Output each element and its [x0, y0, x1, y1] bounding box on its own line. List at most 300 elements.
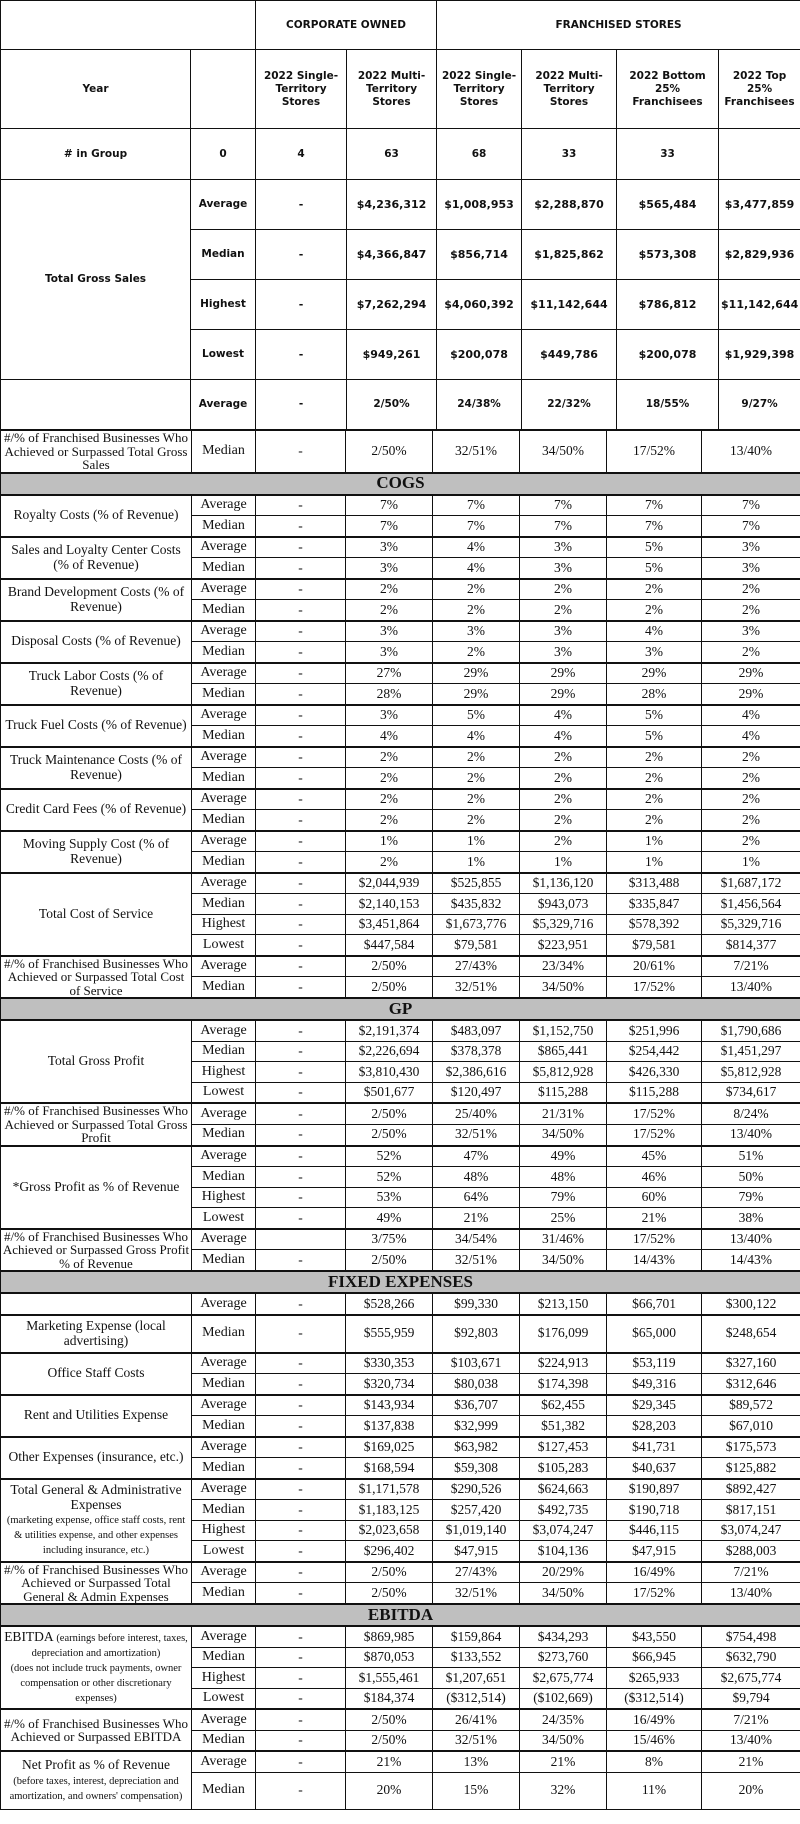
- value-cell: $1,456,564: [702, 894, 800, 915]
- value-cell: $2,023,658: [346, 1520, 433, 1541]
- value-cell: 3%: [346, 537, 433, 558]
- value-cell: 2%: [433, 810, 520, 831]
- value-cell: $184,374: [346, 1688, 433, 1709]
- value-cell: 2%: [607, 579, 702, 600]
- stat-label: Average: [192, 1103, 256, 1124]
- value-cell: 2%: [520, 600, 607, 621]
- stat-label: Median: [192, 1041, 256, 1062]
- in-group-value: 0: [191, 129, 256, 180]
- value-cell: $1,555,461: [346, 1668, 433, 1689]
- value-cell: $446,115: [607, 1520, 702, 1541]
- in-group-value: 33: [617, 129, 719, 180]
- blank-header-cell: [191, 50, 256, 129]
- stat-label: Average: [192, 956, 256, 977]
- stat-label: Median: [192, 684, 256, 705]
- value-cell: -: [256, 431, 346, 473]
- value-cell: 32/51%: [433, 1124, 520, 1145]
- value-cell: -: [256, 1772, 346, 1809]
- financial-table: [0, 430, 800, 1810]
- franchised-stores-header: FRANCHISED STORES: [437, 1, 800, 50]
- value-cell: 7/21%: [702, 956, 800, 977]
- column-header: 2022 Bottom 25% Franchisees: [617, 50, 719, 129]
- value-cell: 15%: [433, 1772, 520, 1809]
- row-label-text: Truck Fuel Costs (% of Revenue): [5, 717, 187, 733]
- gp-section-header: [1, 998, 800, 1020]
- row-label-text: #/% of Franchised Businesses Who Achieved or Surpassed Total Gross Profit: [4, 1103, 188, 1145]
- value-cell: 2/50%: [346, 977, 433, 998]
- row-label-text: #/% of Franchised Businesses Who Achieved or Surpassed Total General & Admin Expenses: [4, 1561, 188, 1604]
- value-cell: $1,008,953: [437, 180, 522, 230]
- stat-label: Median: [192, 852, 256, 873]
- value-cell: 24/38%: [437, 380, 522, 430]
- value-cell: $92,803: [433, 1315, 520, 1353]
- data-row: [1, 1751, 800, 1772]
- value-cell: $1,673,776: [433, 914, 520, 935]
- value-cell: 13/40%: [702, 431, 800, 473]
- value-cell: $125,882: [702, 1458, 800, 1479]
- value-cell: 45%: [607, 1146, 702, 1167]
- value-cell: $555,959: [346, 1315, 433, 1353]
- value-cell: -: [256, 1500, 346, 1521]
- row-label-note: (does not include truck payments, owner compensation or other discretionary expenses): [10, 1663, 182, 1704]
- value-cell: -: [256, 1187, 346, 1208]
- value-cell: 27/43%: [433, 956, 520, 977]
- data-row: [1, 747, 800, 768]
- stat-label: Average: [192, 1437, 256, 1458]
- row-label-text: Credit Card Fees (% of Revenue): [5, 801, 187, 817]
- value-cell: -: [256, 747, 346, 768]
- data-row: [1, 956, 800, 977]
- value-cell: -: [256, 1103, 346, 1124]
- row-group-label: [1, 1709, 192, 1751]
- value-cell: 28%: [607, 684, 702, 705]
- in-group-value: 63: [347, 129, 437, 180]
- value-cell: $3,810,430: [346, 1062, 433, 1083]
- value-cell: 7%: [346, 516, 433, 537]
- row-label-text: *Gross Profit as % of Revenue: [12, 1178, 180, 1194]
- value-cell: 25%: [520, 1208, 607, 1229]
- row-group-label: [1, 873, 192, 956]
- row-group-label: [1, 1353, 192, 1395]
- value-cell: 2%: [607, 810, 702, 831]
- value-cell: -: [256, 330, 347, 380]
- value-cell: -: [256, 1146, 346, 1167]
- value-cell: $47,915: [607, 1541, 702, 1562]
- value-cell: $949,261: [347, 330, 437, 380]
- value-cell: $7,262,294: [347, 280, 437, 330]
- value-cell: $734,617: [702, 1082, 800, 1103]
- stat-label: Average: [192, 1395, 256, 1416]
- value-cell: 26/41%: [433, 1709, 520, 1730]
- value-cell: -: [256, 1541, 346, 1562]
- value-cell: 8%: [607, 1751, 702, 1772]
- value-cell: 3%: [520, 558, 607, 579]
- stat-label: Average: [192, 663, 256, 684]
- value-cell: 3%: [702, 621, 800, 642]
- stat-label: Average: [192, 1353, 256, 1374]
- row-label-text: Net Profit as % of Revenue: [21, 1757, 171, 1772]
- achieved-row: [1, 431, 800, 473]
- value-cell: $1,825,862: [522, 230, 617, 280]
- value-cell: 2%: [702, 768, 800, 789]
- value-cell: 49%: [346, 1208, 433, 1229]
- value-cell: -: [256, 789, 346, 810]
- value-cell: -: [256, 1353, 346, 1374]
- value-cell: 2%: [520, 831, 607, 852]
- value-cell: $2,829,936: [719, 230, 800, 280]
- value-cell: -: [256, 935, 346, 956]
- value-cell: $300,122: [702, 1293, 800, 1315]
- value-cell: -: [256, 1562, 346, 1583]
- stat-label: Median: [192, 1167, 256, 1188]
- value-cell: $288,003: [702, 1541, 800, 1562]
- row-label-text: Marketing Expense (local advertising): [26, 1318, 166, 1348]
- section-title: EBITDA: [1, 1604, 800, 1626]
- value-cell: -: [256, 1041, 346, 1062]
- value-cell: $434,293: [520, 1626, 607, 1647]
- value-cell: 2%: [520, 768, 607, 789]
- value-cell: -: [256, 230, 347, 280]
- value-cell: 52%: [346, 1146, 433, 1167]
- value-cell: $378,378: [433, 1041, 520, 1062]
- value-cell: -: [256, 705, 346, 726]
- value-cell: -: [256, 1479, 346, 1500]
- value-cell: $4,366,847: [347, 230, 437, 280]
- stat-label: Lowest: [192, 1082, 256, 1103]
- value-cell: 13/40%: [702, 1583, 800, 1604]
- row-group-label: [1, 579, 192, 621]
- value-cell: 2%: [702, 789, 800, 810]
- value-cell: 2%: [346, 747, 433, 768]
- value-cell: 7%: [346, 495, 433, 516]
- value-cell: $856,714: [437, 230, 522, 280]
- data-row: [1, 1626, 800, 1647]
- value-cell: 2/50%: [346, 1583, 433, 1604]
- year-label: Year: [1, 50, 191, 129]
- value-cell: -: [256, 1520, 346, 1541]
- row-group-label: [1, 1020, 192, 1103]
- value-cell: 50%: [702, 1167, 800, 1188]
- value-cell: 17/52%: [607, 1124, 702, 1145]
- data-row: [1, 1293, 800, 1315]
- value-cell: -: [256, 768, 346, 789]
- stat-label: Average: [191, 380, 256, 430]
- value-cell: 2/50%: [346, 1124, 433, 1145]
- value-cell: $492,735: [520, 1500, 607, 1521]
- section-title: COGS: [1, 473, 800, 495]
- sales-row: [1, 180, 800, 230]
- value-cell: 47%: [433, 1146, 520, 1167]
- value-cell: -: [256, 1668, 346, 1689]
- value-cell: $53,119: [607, 1353, 702, 1374]
- stat-label: Average: [192, 495, 256, 516]
- value-cell: $435,832: [433, 894, 520, 915]
- value-cell: 24/35%: [520, 1709, 607, 1730]
- value-cell: 29%: [702, 663, 800, 684]
- value-cell: 7%: [520, 495, 607, 516]
- row-group-label: [1, 1751, 192, 1809]
- value-cell: 4%: [702, 705, 800, 726]
- value-cell: 13/40%: [702, 977, 800, 998]
- value-cell: 3%: [702, 537, 800, 558]
- value-cell: $3,074,247: [702, 1520, 800, 1541]
- data-row: [1, 621, 800, 642]
- value-cell: 2/50%: [347, 380, 437, 430]
- in-group-row: [1, 129, 800, 180]
- value-cell: $248,654: [702, 1315, 800, 1353]
- row-group-label: [1, 621, 192, 663]
- value-cell: 60%: [607, 1187, 702, 1208]
- value-cell: 2%: [346, 852, 433, 873]
- value-cell: -: [256, 1082, 346, 1103]
- value-cell: $5,329,716: [520, 914, 607, 935]
- value-cell: 4%: [520, 726, 607, 747]
- value-cell: 7%: [433, 516, 520, 537]
- stat-label: Lowest: [192, 1541, 256, 1562]
- value-cell: 2%: [433, 600, 520, 621]
- achieved-row: [1, 380, 800, 430]
- value-cell: 34/54%: [433, 1229, 520, 1250]
- value-cell: 4%: [433, 537, 520, 558]
- value-cell: $2,288,870: [522, 180, 617, 230]
- value-cell: 2/50%: [346, 1103, 433, 1124]
- value-cell: 2/50%: [346, 1709, 433, 1730]
- value-cell: $190,897: [607, 1479, 702, 1500]
- data-row: [1, 705, 800, 726]
- value-cell: -: [256, 831, 346, 852]
- row-label-text: Truck Labor Costs (% of Revenue): [28, 668, 164, 698]
- stat-label: Average: [192, 789, 256, 810]
- stat-label: Average: [192, 537, 256, 558]
- value-cell: $32,999: [433, 1416, 520, 1437]
- value-cell: 28%: [346, 684, 433, 705]
- value-cell: 21%: [520, 1751, 607, 1772]
- value-cell: ($102,669): [520, 1688, 607, 1709]
- row-label-text: Moving Supply Cost (% of Revenue): [22, 836, 170, 866]
- value-cell: 21%: [607, 1208, 702, 1229]
- value-cell: -: [256, 810, 346, 831]
- value-cell: 2%: [607, 600, 702, 621]
- value-cell: 2%: [607, 768, 702, 789]
- value-cell: 34/50%: [520, 431, 607, 473]
- value-cell: 32/51%: [433, 1250, 520, 1271]
- value-cell: -: [256, 1062, 346, 1083]
- row-group-label: [1, 1395, 192, 1437]
- stat-label: Median: [192, 642, 256, 663]
- value-cell: 9/27%: [719, 380, 800, 430]
- data-row: [1, 1395, 800, 1416]
- value-cell: $624,663: [520, 1479, 607, 1500]
- value-cell: $943,073: [520, 894, 607, 915]
- row-group-label: [1, 789, 192, 831]
- value-cell: $127,453: [520, 1437, 607, 1458]
- value-cell: 3/75%: [346, 1229, 433, 1250]
- stat-label: Average: [192, 747, 256, 768]
- value-cell: $327,160: [702, 1353, 800, 1374]
- value-cell: 2%: [433, 642, 520, 663]
- value-cell: 2%: [346, 789, 433, 810]
- value-cell: $1,136,120: [520, 873, 607, 894]
- stat-label: Median: [192, 1416, 256, 1437]
- stat-label: Lowest: [192, 935, 256, 956]
- stat-label: Median: [192, 810, 256, 831]
- value-cell: 25/40%: [433, 1103, 520, 1124]
- row-label-text: Total Cost of Service: [38, 905, 154, 921]
- value-cell: -: [256, 1208, 346, 1229]
- value-cell: 2%: [433, 768, 520, 789]
- value-cell: $1,929,398: [719, 330, 800, 380]
- value-cell: 3%: [520, 537, 607, 558]
- stat-label: Average: [192, 1626, 256, 1647]
- value-cell: $273,760: [520, 1647, 607, 1668]
- value-cell: $80,038: [433, 1374, 520, 1395]
- value-cell: 2/50%: [346, 956, 433, 977]
- blank-label-cell: [1, 380, 191, 430]
- value-cell: 2%: [520, 810, 607, 831]
- value-cell: $2,140,153: [346, 894, 433, 915]
- value-cell: 34/50%: [520, 1730, 607, 1751]
- row-group-label: [1, 495, 192, 537]
- value-cell: $565,484: [617, 180, 719, 230]
- value-cell: $3,074,247: [520, 1520, 607, 1541]
- data-row: [1, 1479, 800, 1500]
- stat-label: Highest: [192, 1187, 256, 1208]
- value-cell: ($312,514): [433, 1688, 520, 1709]
- value-cell: 4%: [433, 558, 520, 579]
- value-cell: 32%: [520, 1772, 607, 1809]
- value-cell: 29%: [520, 663, 607, 684]
- value-cell: 2%: [346, 579, 433, 600]
- value-cell: -: [256, 1647, 346, 1668]
- row-group-label: [1, 1437, 192, 1479]
- data-row: [1, 873, 800, 894]
- value-cell: 3%: [346, 621, 433, 642]
- value-cell: $296,402: [346, 1541, 433, 1562]
- value-cell: $169,025: [346, 1437, 433, 1458]
- value-cell: $1,019,140: [433, 1520, 520, 1541]
- value-cell: ($312,514): [607, 1688, 702, 1709]
- stat-label: Median: [192, 1772, 256, 1809]
- value-cell: $528,266: [346, 1293, 433, 1315]
- stat-label: Average: [192, 705, 256, 726]
- blank-header-cell: [1, 1, 256, 50]
- value-cell: $501,677: [346, 1082, 433, 1103]
- value-cell: $104,136: [520, 1541, 607, 1562]
- value-cell: -: [256, 1458, 346, 1479]
- stat-label: Average: [192, 1146, 256, 1167]
- row-group-label: [1, 1479, 192, 1562]
- stat-label: Average: [191, 180, 256, 230]
- stat-label: Median: [192, 768, 256, 789]
- value-cell: $870,053: [346, 1647, 433, 1668]
- row-label-note: (marketing expense, office staff costs, rent & utilities expense, and other expenses including insurance, etc.): [6, 1515, 186, 1556]
- value-cell: 2%: [346, 768, 433, 789]
- value-cell: 34/50%: [520, 1250, 607, 1271]
- value-cell: $213,150: [520, 1293, 607, 1315]
- value-cell: -: [256, 726, 346, 747]
- corporate-owned-header: CORPORATE OWNED: [256, 1, 437, 50]
- value-cell: 20/29%: [520, 1562, 607, 1583]
- value-cell: $483,097: [433, 1020, 520, 1041]
- row-label-text: Total Gross Profit: [47, 1053, 145, 1069]
- value-cell: -: [256, 579, 346, 600]
- data-row: [1, 495, 800, 516]
- value-cell: -: [256, 852, 346, 873]
- row-label-text: Truck Maintenance Costs (% of Revenue): [10, 752, 182, 782]
- row-group-label: [1, 1103, 192, 1146]
- stat-label: Median: [192, 1374, 256, 1395]
- stat-label: Average: [192, 1020, 256, 1041]
- value-cell: $200,078: [617, 330, 719, 380]
- value-cell: 2%: [702, 810, 800, 831]
- value-cell: $43,550: [607, 1626, 702, 1647]
- value-cell: -: [256, 280, 347, 330]
- value-cell: 2%: [702, 600, 800, 621]
- data-row: [1, 579, 800, 600]
- value-cell: -: [256, 1730, 346, 1751]
- value-cell: $5,812,928: [520, 1062, 607, 1083]
- value-cell: -: [256, 621, 346, 642]
- stat-label: Average: [192, 1562, 256, 1583]
- section-title: GP: [1, 998, 800, 1020]
- value-cell: -: [256, 663, 346, 684]
- row-label-text: Brand Development Costs (% of Revenue): [7, 584, 185, 614]
- value-cell: $892,427: [702, 1479, 800, 1500]
- stat-label: Lowest: [192, 1208, 256, 1229]
- value-cell: 1%: [702, 852, 800, 873]
- value-cell: $865,441: [520, 1041, 607, 1062]
- value-cell: 53%: [346, 1187, 433, 1208]
- value-cell: 13/40%: [702, 1730, 800, 1751]
- column-header: 2022 Top 25% Franchisees: [719, 50, 800, 129]
- value-cell: 22/32%: [522, 380, 617, 430]
- value-cell: $290,526: [433, 1479, 520, 1500]
- data-row: [1, 1103, 800, 1124]
- data-row: [1, 1353, 800, 1374]
- value-cell: 2/50%: [346, 1562, 433, 1583]
- value-cell: $223,951: [520, 935, 607, 956]
- value-cell: 49%: [520, 1146, 607, 1167]
- value-cell: $1,790,686: [702, 1020, 800, 1041]
- value-cell: 52%: [346, 1167, 433, 1188]
- value-cell: 21%: [433, 1208, 520, 1229]
- value-cell: 17/52%: [607, 977, 702, 998]
- value-cell: 3%: [346, 642, 433, 663]
- row-label-text: Total General & Administrative Expenses: [10, 1482, 182, 1512]
- row-label-text: Office Staff Costs: [47, 1365, 145, 1381]
- value-cell: 2%: [346, 810, 433, 831]
- stat-label: Median: [192, 558, 256, 579]
- value-cell: $525,855: [433, 873, 520, 894]
- value-cell: $9,794: [702, 1688, 800, 1709]
- data-row: [1, 1562, 800, 1583]
- value-cell: 1%: [346, 831, 433, 852]
- stat-label: Average: [192, 1709, 256, 1730]
- row-group-label: [1, 663, 192, 705]
- value-cell: 32/51%: [433, 1730, 520, 1751]
- value-cell: $40,637: [607, 1458, 702, 1479]
- value-cell: $2,191,374: [346, 1020, 433, 1041]
- stat-label: Median: [192, 1647, 256, 1668]
- value-cell: 13%: [433, 1751, 520, 1772]
- in-group-value: 68: [437, 129, 522, 180]
- value-cell: 3%: [346, 558, 433, 579]
- data-row: [1, 1229, 800, 1250]
- value-cell: $254,442: [607, 1041, 702, 1062]
- value-cell: 3%: [346, 705, 433, 726]
- value-cell: 29%: [433, 663, 520, 684]
- row-group-label: [1, 747, 192, 789]
